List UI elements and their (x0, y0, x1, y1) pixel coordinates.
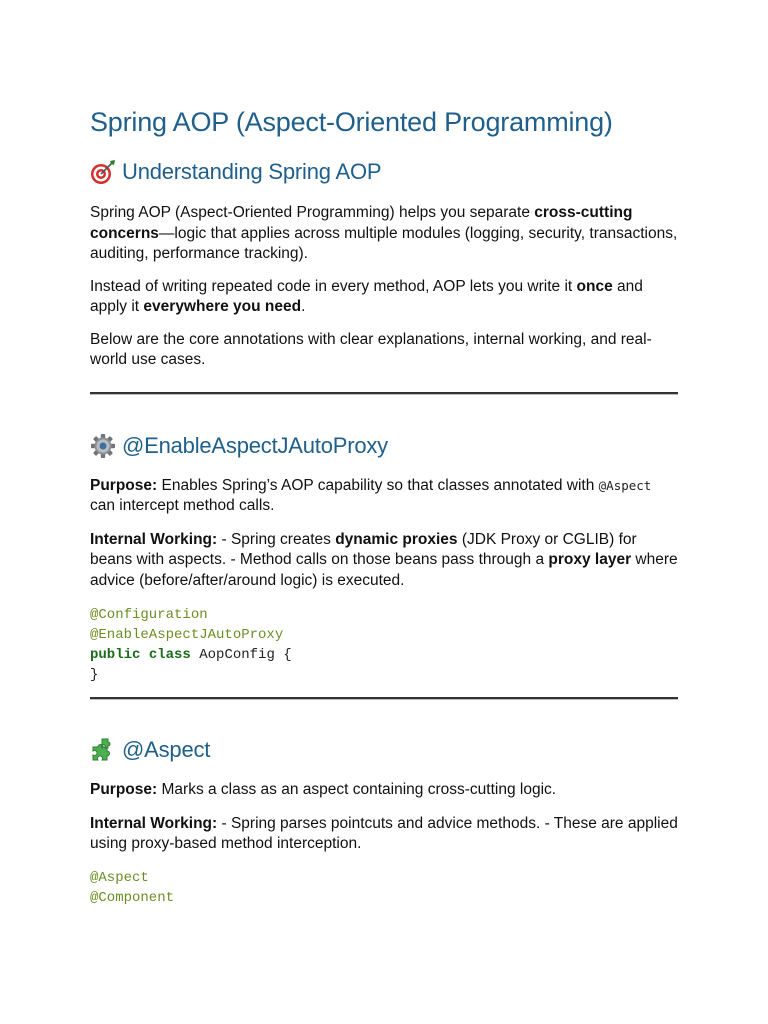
code-line: @Aspect (90, 869, 149, 886)
code-line: @Component (90, 889, 175, 906)
inline-code: @Aspect (598, 477, 652, 493)
code-block-aspect (90, 868, 678, 908)
page-title: Spring AOP (Aspect-Oriented Programming) (90, 107, 613, 137)
section-heading-aspect (90, 735, 678, 765)
horizontal-rule (90, 697, 678, 700)
aspect-purpose: Purpose: Marks a class as an aspect containing cross-cutting logic. (90, 781, 557, 798)
intro-paragraph-1: Spring AOP (Aspect-Oriented Programming) helps you separate cross-cutting concerns—logic that applies across multiple modules (logging, security, transactions, auditing, performance tracking). (90, 204, 678, 262)
intro-paragraph-2: Instead of writing repeated code in every method, AOP lets you write it once and apply it everywhere you need. (90, 277, 643, 315)
puzzle-piece-icon (90, 737, 116, 763)
section-heading-understanding (90, 157, 678, 187)
section-heading-text: @Aspect (122, 737, 211, 762)
document-content (90, 102, 678, 908)
code-line: } (90, 667, 99, 683)
aspect-internal-working: Internal Working: - Spring parses pointcuts and advice methods. - These are applied using proxy-based method interception. (90, 814, 678, 852)
section-heading-text: Understanding Spring AOP (122, 159, 382, 184)
section-heading-enable-aspectj (90, 431, 678, 461)
enable-internal-working: Internal Working: - Spring creates dynamic proxies (JDK Proxy or CGLIB) for beans with aspects. - Method calls on those beans pass through a proxy layer where advice (before/after/around logic) is executed. (90, 530, 678, 589)
code-block-enable (90, 605, 678, 685)
horizontal-rule (90, 392, 678, 395)
enable-purpose: Purpose: Enables Spring’s AOP capability so that classes annotated with @Aspect can intercept method calls. (90, 476, 652, 514)
gear-icon (90, 433, 116, 459)
intro-paragraph-3: Below are the core annotations with clear explanations, internal working, and real-world use cases. (90, 330, 652, 368)
target-dart-icon (90, 159, 116, 185)
code-line: public class AopConfig { (90, 647, 292, 663)
section-heading-text: @EnableAspectJAutoProxy (122, 432, 388, 458)
code-line: @Configuration (90, 607, 208, 623)
code-line: @EnableAspectJAutoProxy (90, 627, 284, 643)
